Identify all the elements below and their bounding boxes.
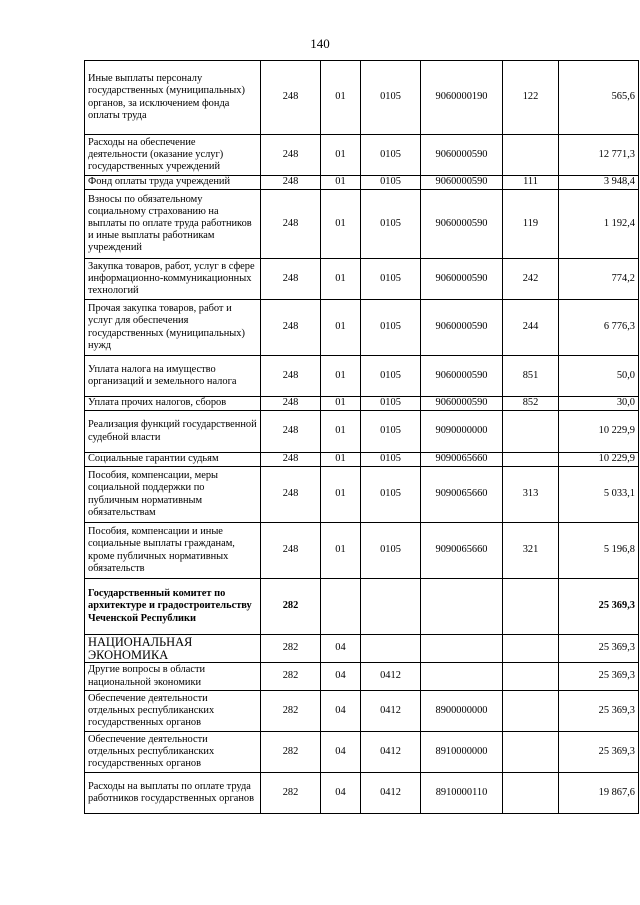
expense-type-code-cell — [503, 691, 559, 732]
amount-cell: 30,0 — [559, 397, 639, 411]
table-row — [85, 300, 639, 356]
subsection-code-cell — [361, 635, 421, 663]
table-body — [85, 61, 639, 814]
section-code-cell: 01 — [321, 411, 361, 453]
amount-cell: 25 369,3 — [559, 732, 639, 773]
subsection-code-cell: 0412 — [361, 663, 421, 691]
subsection-code-cell: 0105 — [361, 467, 421, 523]
ministry-code-cell: 282 — [261, 732, 321, 773]
table-row — [85, 411, 639, 453]
target-article-code-cell — [421, 635, 503, 663]
amount-cell: 25 369,3 — [559, 635, 639, 663]
amount-cell: 12 771,3 — [559, 135, 639, 176]
row-name-cell: Фонд оплаты труда учреждений — [85, 176, 261, 190]
section-code-cell: 01 — [321, 523, 361, 579]
table-row — [85, 61, 639, 135]
subsection-code-cell: 0105 — [361, 397, 421, 411]
amount-cell: 25 369,3 — [559, 579, 639, 635]
row-name-cell: Пособия, компенсации и иные социальные выплаты гражданам, кроме публичных нормативных обязательств — [85, 523, 261, 579]
subsection-code-cell: 0412 — [361, 691, 421, 732]
table-row — [85, 176, 639, 190]
target-article-code-cell: 9060000590 — [421, 397, 503, 411]
expense-type-code-cell: 242 — [503, 259, 559, 300]
row-name-cell: Уплата налога на имущество организаций и земельного налога — [85, 356, 261, 397]
expense-type-code-cell — [503, 732, 559, 773]
ministry-code-cell: 282 — [261, 663, 321, 691]
table-row — [85, 356, 639, 397]
section-code-cell: 04 — [321, 773, 361, 814]
ministry-code-cell: 248 — [261, 356, 321, 397]
target-article-code-cell: 9090065660 — [421, 453, 503, 467]
amount-cell: 25 369,3 — [559, 691, 639, 732]
row-name-cell: Прочая закупка товаров, работ и услуг для обеспечения государственных (муниципальных) нужд — [85, 300, 261, 356]
amount-cell: 10 229,9 — [559, 411, 639, 453]
amount-cell: 774,2 — [559, 259, 639, 300]
amount-cell: 565,6 — [559, 61, 639, 135]
table-row — [85, 190, 639, 259]
subsection-code-cell: 0412 — [361, 773, 421, 814]
ministry-code-cell: 248 — [261, 467, 321, 523]
row-name-cell: Пособия, компенсации, меры социальной поддержки по публичным нормативным обязательствам — [85, 467, 261, 523]
amount-cell: 1 192,4 — [559, 190, 639, 259]
subsection-code-cell: 0105 — [361, 523, 421, 579]
ministry-code-cell: 248 — [261, 300, 321, 356]
ministry-code-cell: 248 — [261, 453, 321, 467]
expense-type-code-cell — [503, 773, 559, 814]
ministry-code-cell: 248 — [261, 176, 321, 190]
ministry-code-cell: 248 — [261, 411, 321, 453]
target-article-code-cell: 8910000110 — [421, 773, 503, 814]
section-code-cell: 04 — [321, 691, 361, 732]
target-article-code-cell: 9060000590 — [421, 176, 503, 190]
table-row — [85, 691, 639, 732]
table-row — [85, 732, 639, 773]
subsection-code-cell: 0105 — [361, 135, 421, 176]
ministry-code-cell: 248 — [261, 61, 321, 135]
section-code-cell: 01 — [321, 453, 361, 467]
section-code-cell: 01 — [321, 61, 361, 135]
section-code-cell: 04 — [321, 663, 361, 691]
amount-cell: 6 776,3 — [559, 300, 639, 356]
target-article-code-cell — [421, 663, 503, 691]
table-row — [85, 523, 639, 579]
table-row — [85, 453, 639, 467]
target-article-code-cell: 9060000590 — [421, 190, 503, 259]
row-name-cell: Закупка товаров, работ, услуг в сфере информационно-коммуникационных технологий — [85, 259, 261, 300]
subsection-code-cell: 0105 — [361, 356, 421, 397]
table-row — [85, 663, 639, 691]
row-name-cell: Обеспечение деятельности отдельных республиканских государственных органов — [85, 732, 261, 773]
table-row — [85, 259, 639, 300]
expense-type-code-cell — [503, 411, 559, 453]
ministry-code-cell: 282 — [261, 635, 321, 663]
amount-cell: 10 229,9 — [559, 453, 639, 467]
amount-cell: 25 369,3 — [559, 663, 639, 691]
target-article-code-cell: 9090000000 — [421, 411, 503, 453]
subsection-code-cell: 0105 — [361, 453, 421, 467]
ministry-code-cell: 248 — [261, 397, 321, 411]
section-code-cell — [321, 579, 361, 635]
expense-type-code-cell: 119 — [503, 190, 559, 259]
target-article-code-cell: 8900000000 — [421, 691, 503, 732]
target-article-code-cell — [421, 579, 503, 635]
subsection-code-cell: 0105 — [361, 300, 421, 356]
amount-cell: 5 033,1 — [559, 467, 639, 523]
expense-type-code-cell: 122 — [503, 61, 559, 135]
ministry-code-cell: 248 — [261, 135, 321, 176]
section-code-cell: 01 — [321, 259, 361, 300]
subsection-code-cell: 0105 — [361, 176, 421, 190]
section-code-cell: 01 — [321, 300, 361, 356]
amount-cell: 50,0 — [559, 356, 639, 397]
ministry-code-cell: 282 — [261, 579, 321, 635]
target-article-code-cell: 9060000590 — [421, 356, 503, 397]
row-name-cell: Государственный комитет по архитектуре и градостроительству Чеченской Республики — [85, 579, 261, 635]
page-number: 140 — [310, 36, 330, 51]
table-row — [85, 773, 639, 814]
row-name-cell: Расходы на выплаты по оплате труда работников государственных органов — [85, 773, 261, 814]
section-code-cell: 01 — [321, 467, 361, 523]
subsection-code-cell: 0105 — [361, 411, 421, 453]
section-code-cell: 01 — [321, 397, 361, 411]
row-name-cell: Иные выплаты персоналу государственных (муниципальных) органов, за исключением фонда оплаты труда — [85, 61, 261, 135]
row-name-cell: Социальные гарантии судьям — [85, 453, 261, 467]
amount-cell: 19 867,6 — [559, 773, 639, 814]
subsection-code-cell: 0105 — [361, 259, 421, 300]
row-name-cell: Взносы по обязательному социальному страхованию на выплаты по оплате труда работников и иные выплаты работникам учреждений — [85, 190, 261, 259]
amount-cell: 5 196,8 — [559, 523, 639, 579]
subsection-code-cell: 0105 — [361, 190, 421, 259]
table-row — [85, 635, 639, 663]
target-article-code-cell: 9060000590 — [421, 259, 503, 300]
ministry-code-cell: 248 — [261, 259, 321, 300]
row-name-cell: НАЦИОНАЛЬНАЯ ЭКОНОМИКА — [85, 635, 261, 663]
row-name-cell: Другие вопросы в области национальной экономики — [85, 663, 261, 691]
section-code-cell: 04 — [321, 732, 361, 773]
target-article-code-cell: 9060000590 — [421, 300, 503, 356]
ministry-code-cell: 248 — [261, 523, 321, 579]
table-row — [85, 467, 639, 523]
target-article-code-cell: 8910000000 — [421, 732, 503, 773]
expense-type-code-cell: 244 — [503, 300, 559, 356]
section-code-cell: 01 — [321, 135, 361, 176]
subsection-code-cell — [361, 579, 421, 635]
section-code-cell: 01 — [321, 190, 361, 259]
ministry-code-cell: 248 — [261, 190, 321, 259]
table-row — [85, 135, 639, 176]
section-code-cell: 01 — [321, 176, 361, 190]
table-row — [85, 397, 639, 411]
row-name-cell: Уплата прочих налогов, сборов — [85, 397, 261, 411]
amount-cell: 3 948,4 — [559, 176, 639, 190]
subsection-code-cell: 0412 — [361, 732, 421, 773]
section-code-cell: 04 — [321, 635, 361, 663]
expense-type-code-cell: 111 — [503, 176, 559, 190]
ministry-code-cell: 282 — [261, 773, 321, 814]
target-article-code-cell: 9090065660 — [421, 523, 503, 579]
expense-type-code-cell — [503, 579, 559, 635]
target-article-code-cell: 9060000590 — [421, 135, 503, 176]
expense-type-code-cell — [503, 453, 559, 467]
ministry-code-cell: 282 — [261, 691, 321, 732]
target-article-code-cell: 9090065660 — [421, 467, 503, 523]
table-row — [85, 579, 639, 635]
row-name-cell: Обеспечение деятельности отдельных республиканских государственных органов — [85, 691, 261, 732]
target-article-code-cell: 9060000190 — [421, 61, 503, 135]
row-name-cell: Реализация функций государственной судебной власти — [85, 411, 261, 453]
row-name-cell: Расходы на обеспечение деятельности (оказание услуг) государственных учреждений — [85, 135, 261, 176]
budget-table — [84, 60, 639, 814]
expense-type-code-cell: 321 — [503, 523, 559, 579]
expense-type-code-cell — [503, 635, 559, 663]
expense-type-code-cell: 852 — [503, 397, 559, 411]
expense-type-code-cell: 313 — [503, 467, 559, 523]
expense-type-code-cell — [503, 663, 559, 691]
expense-type-code-cell — [503, 135, 559, 176]
expense-type-code-cell: 851 — [503, 356, 559, 397]
section-code-cell: 01 — [321, 356, 361, 397]
subsection-code-cell: 0105 — [361, 61, 421, 135]
